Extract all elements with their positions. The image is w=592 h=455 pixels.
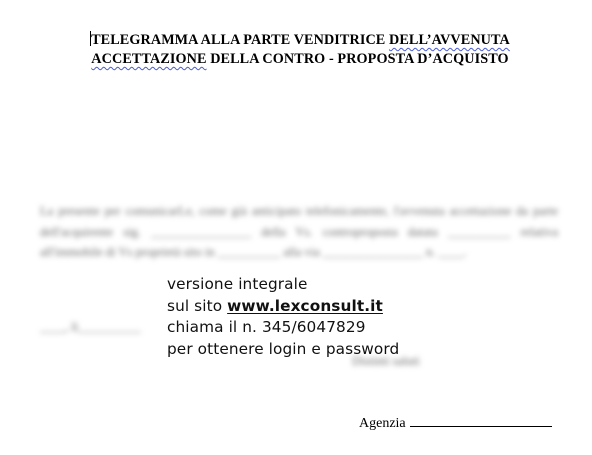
site-link[interactable]: www.lexconsult.it [227,296,383,315]
title-line1-part1: TELEGRAMMA ALLA PARTE VENDITRICE [91,32,390,48]
blurred-place-date: ____, lì__________ [40,320,141,334]
title-line2-spellcheck-word: ACCETTAZIONE [91,51,207,67]
document-title [40,31,560,69]
blurred-greeting: Distinti saluti [352,354,420,368]
signature-line [359,414,552,433]
overlay-line-2 [167,296,399,318]
signature-label: Agenzia [359,416,406,431]
overlay-site-prefix: sul sito [167,296,228,315]
title-line2-part2: DELLA CONTRO - PROPOSTA D’ACQUISTO [206,51,509,67]
promo-overlay [167,274,399,360]
overlay-line-3: chiama il n. 345/6047829 [167,318,366,336]
title-line1-spellcheck-word: DELL’AVVENUTA [389,32,510,48]
overlay-line-1: versione integrale [167,275,308,293]
overlay-line-4: per ottenere login e password [167,339,400,358]
blurred-body-paragraph [40,201,558,263]
blurred-body-text: La presente per comunicarLe, come già anticipato telefonicamente, l'avvenuta accettazione da parte dell'acquirente sig. ________________ della Vs. controproposta datata __________ relativa all'immobile di Vs proprietà sito in __________ alla via ________________ n. ____. [40,204,558,259]
signature-rule [410,414,552,427]
